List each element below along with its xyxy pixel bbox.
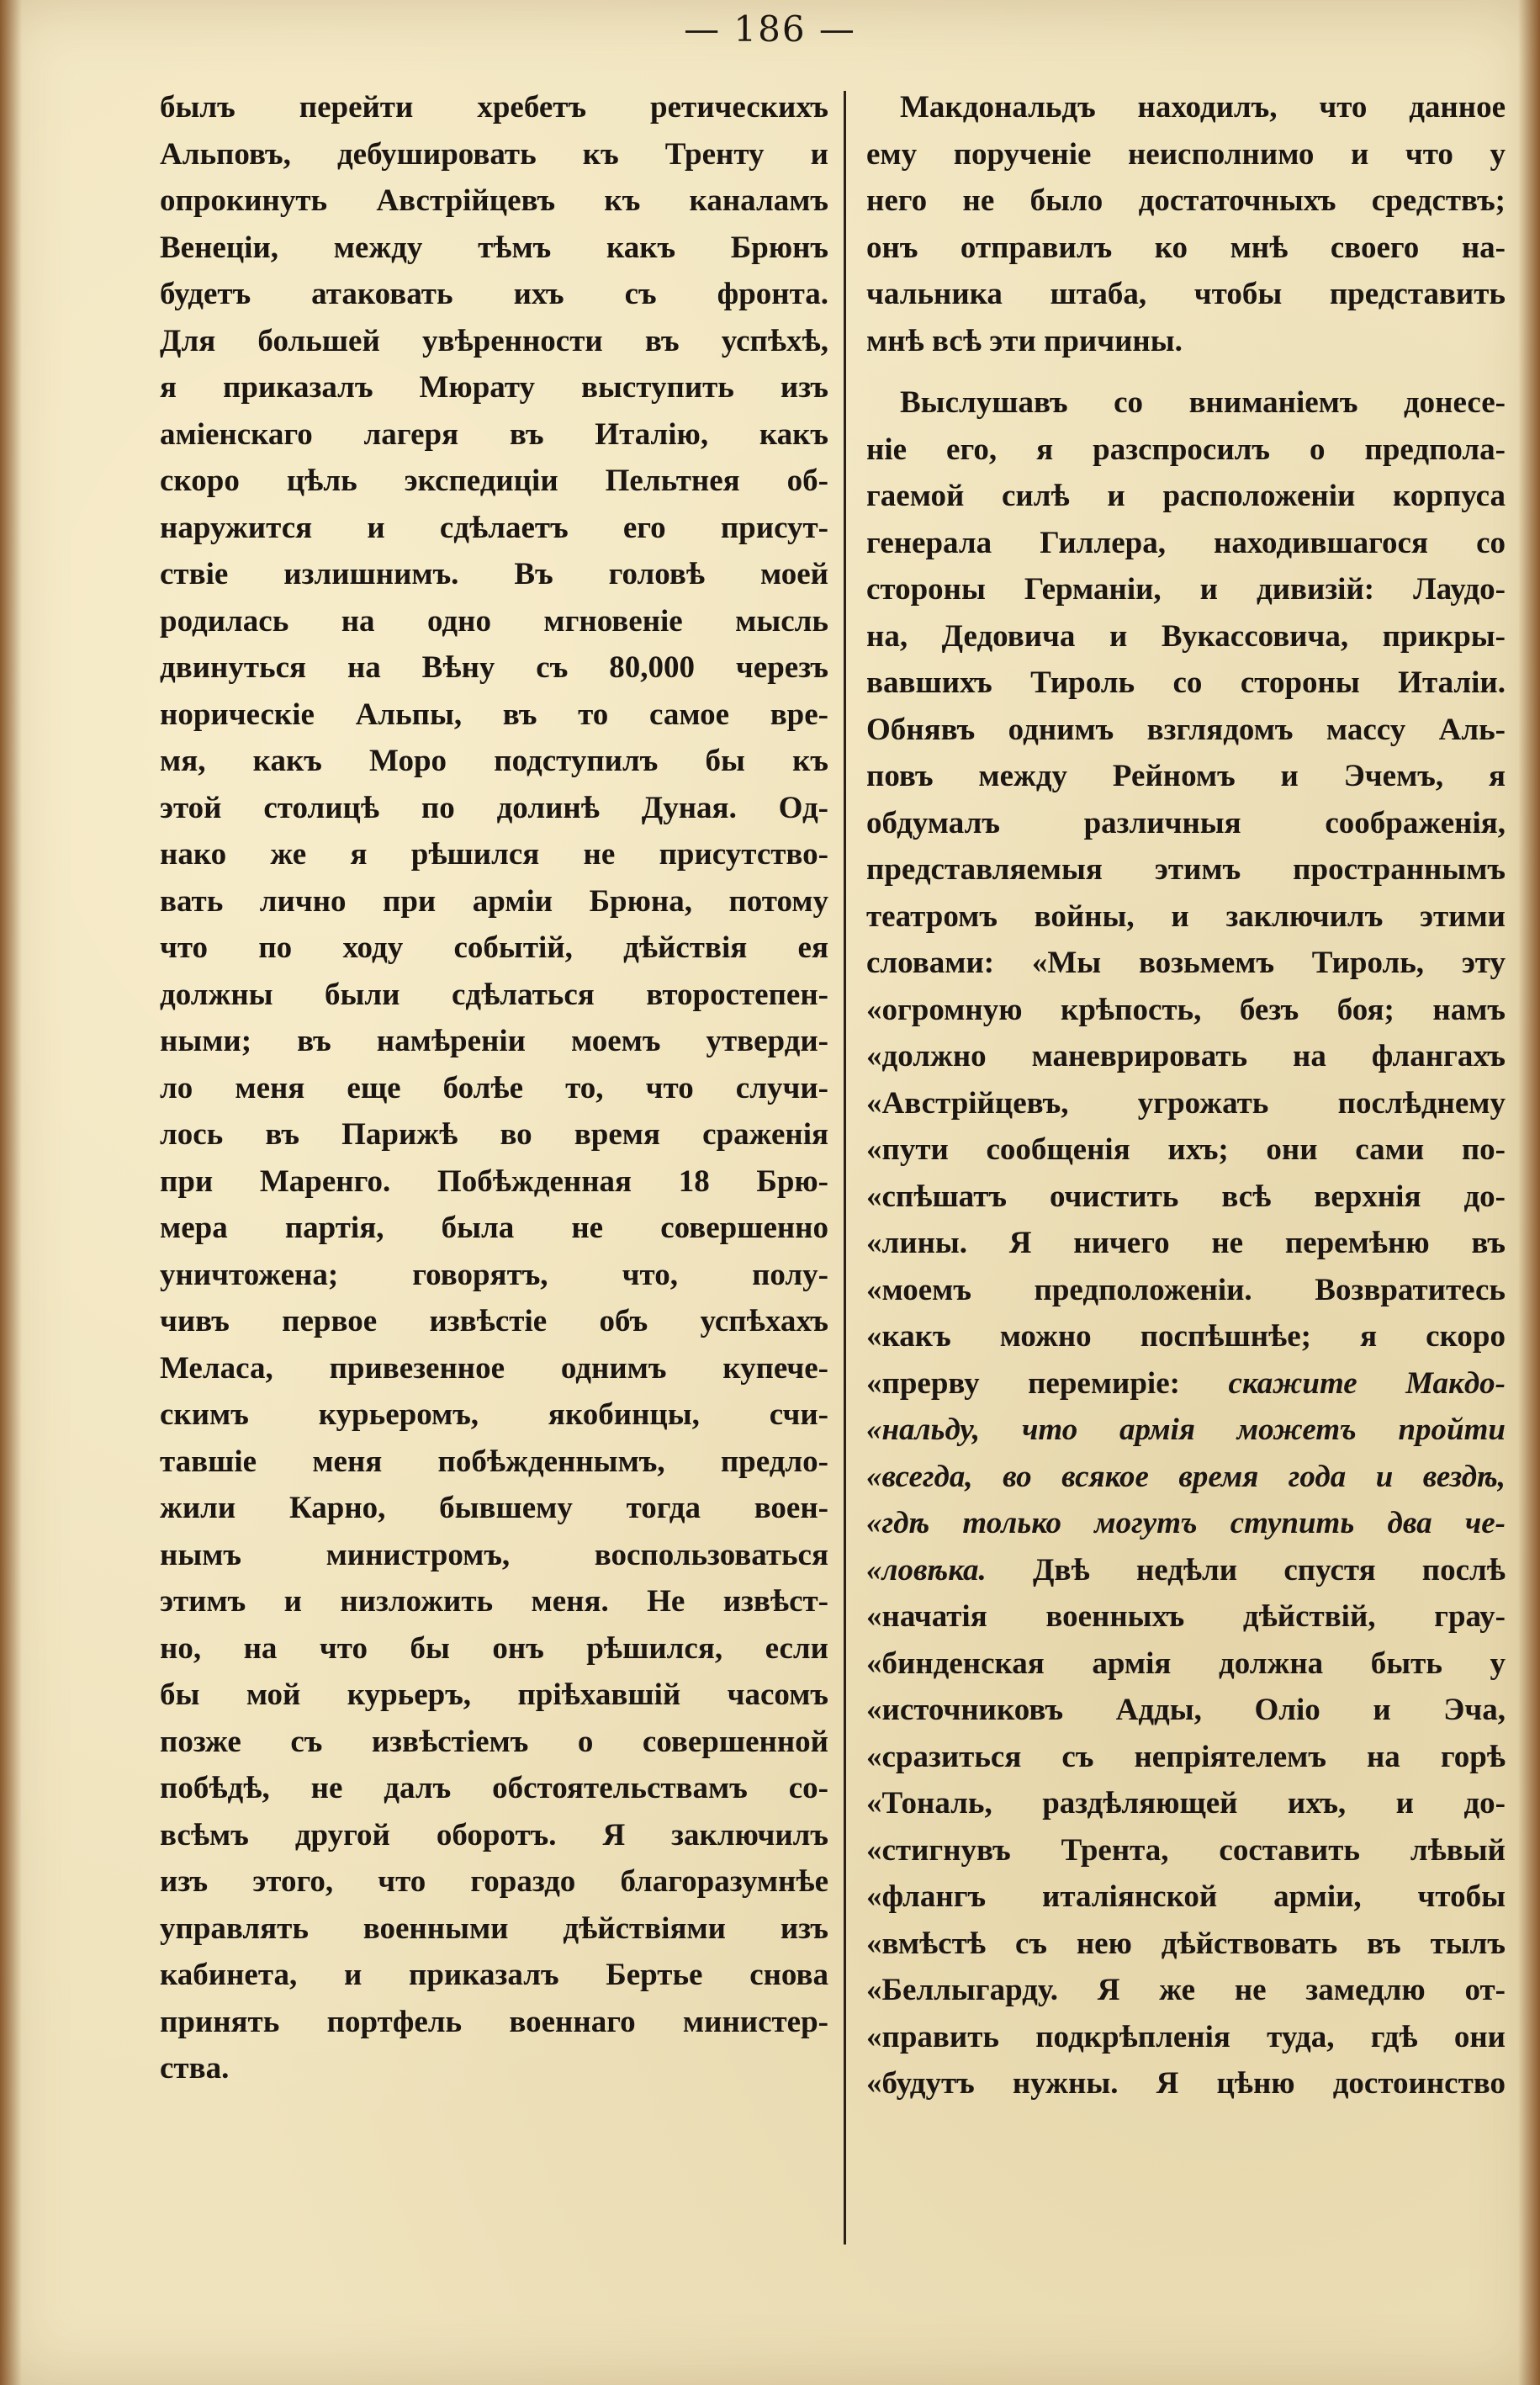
text-line: «гдѣ только могутъ ступить два че- — [866, 1506, 1506, 1540]
text-line: жили Карно, бывшему тогда воен- — [160, 1491, 828, 1525]
text-line: ло меня еще болѣе то, что случи- — [160, 1070, 828, 1105]
text-line: уничтожена; говорятъ, что, полу- — [160, 1257, 828, 1292]
text-segment: «прерву перемиріе: — [866, 1365, 1229, 1401]
text-line: «Беллыгарду. Я же не замедлю от- — [866, 1973, 1506, 2007]
right-paragraph-1 — [866, 84, 1506, 364]
text-line: позже съ извѣстіемъ о совершенной — [160, 1724, 828, 1759]
text-line: что по ходу событій, дѣйствія ея — [160, 930, 828, 965]
text-line: «должно маневрировать на флангахъ — [866, 1039, 1506, 1073]
paragraph-gap — [866, 364, 1506, 379]
text-line: «источниковъ Адды, Оліо и Эча, — [866, 1693, 1506, 1727]
text-line: мера партія, была не совершенно — [160, 1211, 828, 1245]
text-line: бы мой курьеръ, пріѣхавшій часомъ — [160, 1677, 828, 1712]
text-line: мя, какъ Моро подступилъ бы къ — [160, 744, 828, 778]
text-line: опрокинуть Австрійцевъ къ каналамъ — [160, 183, 828, 218]
text-line: Обнявъ однимъ взглядомъ массу Аль- — [866, 712, 1506, 747]
text-line: «стигнувъ Трента, составить лѣвый — [866, 1832, 1506, 1868]
text-line: побѣдѣ, не далъ обстоятельствамъ со- — [160, 1771, 828, 1805]
text-line: нако же я рѣшился не присутство- — [160, 837, 828, 872]
text-line: «всегда, во всякое время года и вездѣ, — [866, 1459, 1506, 1494]
text-line: двинуться на Вѣну съ 80,000 черезъ — [160, 650, 828, 685]
italic-segment: скажите Макдо- — [1228, 1365, 1506, 1401]
text-line: аміенскаго лагеря въ Италію, какъ — [160, 416, 828, 452]
text-line: будетъ атаковать ихъ съ фронта. — [160, 277, 828, 311]
text-line-mixed — [866, 1360, 1506, 1407]
text-line: былъ перейти хребетъ ретическихъ — [160, 90, 828, 125]
text-line-mixed — [866, 1547, 1506, 1594]
page-edge-right — [1518, 0, 1540, 2385]
text-line: Меласа, привезенное однимъ купече- — [160, 1350, 828, 1386]
text-line: наружится и сдѣлаетъ его присут- — [160, 510, 828, 545]
text-line: при Маренго. Побѣжденная 18 Брю- — [160, 1163, 828, 1199]
text-line: ными; въ намѣреніи моемъ утверди- — [160, 1024, 828, 1058]
text-line: стороны Германіи, и дивизій: Лаудо- — [866, 572, 1506, 607]
italic-segment: «ловѣка. — [866, 1552, 1034, 1587]
text-segment: Двѣ недѣли спустя послѣ — [1033, 1552, 1506, 1587]
text-line: Альповъ, дебушировать къ Тренту и — [160, 136, 828, 172]
text-line: «спѣшатъ очистить всѣ верхнія до- — [866, 1179, 1506, 1214]
text-line: родилась на одно мгновеніе мысль — [160, 603, 828, 639]
right-text-column — [866, 84, 1506, 2107]
text-line: «будутъ нужны. Я цѣню достоинство — [866, 2066, 1506, 2101]
text-line: него не было достаточныхъ средствъ; — [866, 183, 1506, 218]
text-line: чивъ первое извѣстіе объ успѣхахъ — [160, 1304, 828, 1338]
text-line: этой столицѣ по долинѣ Дуная. Од- — [160, 790, 828, 825]
text-line: скоро цѣль экспедиціи Пельтнея об- — [160, 464, 828, 498]
text-line: на, Дедовича и Вукассовича, прикры- — [866, 618, 1506, 654]
text-line: этимъ и низложить меня. Не извѣст- — [160, 1584, 828, 1619]
column-divider — [844, 91, 846, 2245]
text-line: повъ между Рейномъ и Эчемъ, я — [866, 759, 1506, 793]
text-line: принять портфель военнаго министер- — [160, 2004, 828, 2039]
text-line: ему порученіе неисполнимо и что у — [866, 136, 1506, 172]
text-line: «Австрійцевъ, угрожать послѣднему — [866, 1085, 1506, 1121]
text-line: чальника штаба, чтобы представить — [866, 277, 1506, 311]
text-line: скимъ курьеромъ, якобинцы, счи- — [160, 1397, 828, 1432]
text-line: управлять военными дѣйствіями изъ — [160, 1911, 828, 1946]
text-line: «Тональ, раздѣляющей ихъ, и до- — [866, 1786, 1506, 1821]
text-line: Макдональдъ находилъ, что данное — [900, 90, 1506, 125]
text-line: «флангъ италіянской арміи, чтобы — [866, 1879, 1506, 1914]
right-paragraph-2 — [866, 379, 1506, 2107]
text-line: обдумалъ различныя соображенія, — [866, 805, 1506, 840]
text-line: «нальду, что армія можетъ пройти — [866, 1412, 1506, 1447]
text-line: мнѣ всѣ эти причины. — [866, 323, 1183, 358]
page-edge-left — [0, 0, 22, 2385]
text-line: Выслушавъ со вниманіемъ донесе- — [900, 385, 1506, 420]
text-line: должны были сдѣлаться второстепен- — [160, 977, 828, 1012]
text-line: представляемыя этимъ пространнымъ — [866, 852, 1506, 887]
text-line: изъ этого, что гораздо благоразумнѣе — [160, 1864, 828, 1899]
text-line: «править подкрѣпленія туда, гдѣ они — [866, 2019, 1506, 2054]
text-line: «лины. Я ничего не перемѣню въ — [866, 1226, 1506, 1260]
text-line: «сразиться съ непріятелемъ на горѣ — [866, 1739, 1506, 1774]
text-line: Венеціи, между тѣмъ какъ Брюнъ — [160, 230, 828, 265]
text-line: всѣмъ другой оборотъ. Я заключилъ — [160, 1817, 828, 1852]
text-line: лось въ Парижѣ во время сраженія — [160, 1117, 828, 1152]
text-line: «пути сообщенія ихъ; они сами по- — [866, 1132, 1506, 1167]
text-line: кабинета, и приказалъ Бертье снова — [160, 1958, 828, 1992]
text-line: норическіе Альпы, въ то самое вре- — [160, 697, 828, 732]
text-line: вавшихъ Тироль со стороны Италіи. — [866, 665, 1506, 700]
left-text-column — [160, 84, 828, 2092]
text-line: «вмѣстѣ съ нею дѣйствовать въ тылъ — [866, 1926, 1506, 1961]
text-line: онъ отправилъ ко мнѣ своего на- — [866, 230, 1506, 265]
text-line: «бинденская армія должна быть у — [866, 1646, 1506, 1681]
text-line: «начатія военныхъ дѣйствій, грау- — [866, 1599, 1506, 1634]
text-line: но, на что бы онъ рѣшился, если — [160, 1630, 828, 1666]
text-line: ніе его, я разспросилъ о предпола- — [866, 432, 1506, 467]
text-line: «огромную крѣпость, безъ боя; намъ — [866, 992, 1506, 1027]
text-line: вать лично при арміи Брюна, потому — [160, 883, 828, 919]
text-line: тавшіе меня побѣжденнымъ, предло- — [160, 1444, 828, 1479]
page-number: — 186 — — [684, 8, 856, 50]
text-line: ствіе излишнимъ. Въ головѣ моей — [160, 557, 828, 591]
text-line: «какъ можно поспѣшнѣе; я скоро — [866, 1319, 1506, 1354]
text-line: Для большей увѣренности въ успѣхѣ, — [160, 323, 828, 358]
text-line: гаемой силѣ и расположеніи корпуса — [866, 479, 1506, 513]
text-line: генерала Гиллера, находившагося со — [866, 525, 1506, 560]
text-line: я приказалъ Мюрату выступить изъ — [160, 370, 828, 405]
text-line: словами: «Мы возьмемъ Тироль, эту — [866, 946, 1506, 980]
text-line: ства. — [160, 2051, 230, 2086]
text-line: театромъ войны, и заключилъ этими — [866, 898, 1506, 934]
text-line: «моемъ предположеніи. Возвратитесь — [866, 1272, 1506, 1307]
text-line: нымъ министромъ, воспользоваться — [160, 1537, 828, 1572]
